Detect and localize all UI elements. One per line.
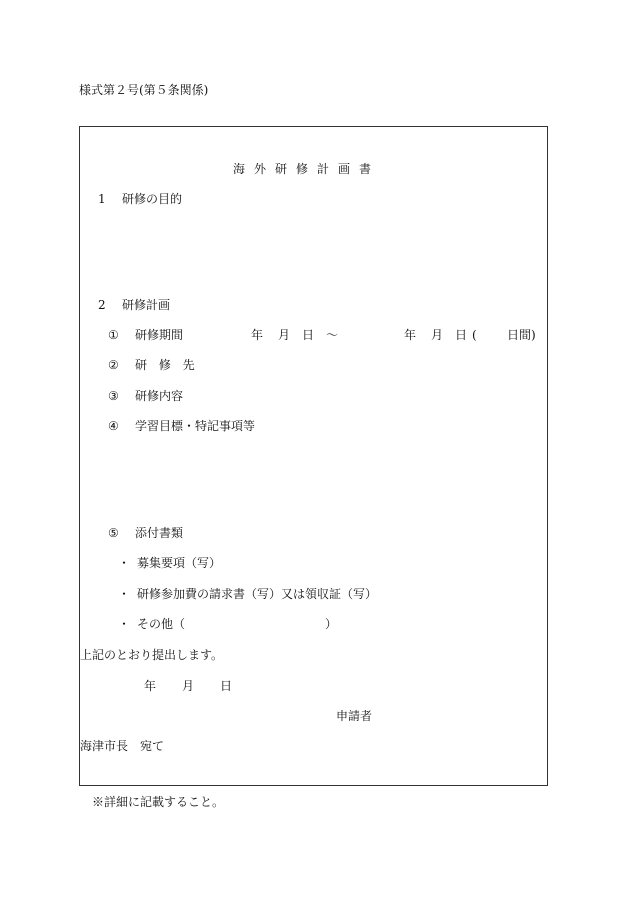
item-label-goals: 学習目標・特記事項等 <box>135 419 256 433</box>
period-end-month: 月 <box>431 328 444 342</box>
period-days-open: ( <box>472 328 477 342</box>
item-mark: ① <box>108 328 119 342</box>
attachment-bullet: ・ <box>118 617 131 631</box>
attachment-item: 募集要項（写） <box>137 556 222 570</box>
attachment-bullet: ・ <box>118 587 131 601</box>
item-mark: ④ <box>108 419 119 433</box>
item-label-destination: 研 修 先 <box>135 358 199 372</box>
period-start-month: 月 <box>278 328 291 342</box>
addressee: 海津市長 宛て <box>80 739 165 753</box>
attachment-bullet: ・ <box>118 556 131 570</box>
period-tilde: ～ <box>326 328 339 342</box>
period-start-year: 年 <box>251 328 264 342</box>
section1-number: 1 <box>98 192 106 206</box>
attachment-item: その他（ <box>137 617 186 631</box>
period-end-year: 年 <box>404 328 417 342</box>
date-month: 月 <box>182 679 195 693</box>
attachment-close-paren: ） <box>325 617 338 631</box>
date-year: 年 <box>144 679 157 693</box>
section2-number: 2 <box>98 298 106 312</box>
attachment-item: 研修参加費の請求書（写）又は領収証（写） <box>137 587 378 601</box>
period-end-day: 日 <box>455 328 468 342</box>
section1-label: 研修の目的 <box>122 192 183 206</box>
item-label-period: 研修期間 <box>135 328 184 342</box>
item-mark: ③ <box>108 389 119 403</box>
date-day: 日 <box>220 679 233 693</box>
applicant-label: 申請者 <box>336 709 373 723</box>
item-mark: ⑤ <box>108 526 119 540</box>
item-mark: ② <box>108 358 119 372</box>
item-label-content: 研修内容 <box>135 389 184 403</box>
form-number: 様式第２号(第５条関係) <box>79 83 209 97</box>
item-label-attachments: 添付書類 <box>135 526 184 540</box>
section2-label: 研修計画 <box>122 298 171 312</box>
period-days-close: 日間) <box>507 328 536 342</box>
footnote: ※詳細に記載すること。 <box>92 795 225 809</box>
submission-text: 上記のとおり提出します。 <box>80 648 224 662</box>
page-title: 海外研修計画書 <box>233 162 381 176</box>
period-start-day: 日 <box>302 328 315 342</box>
